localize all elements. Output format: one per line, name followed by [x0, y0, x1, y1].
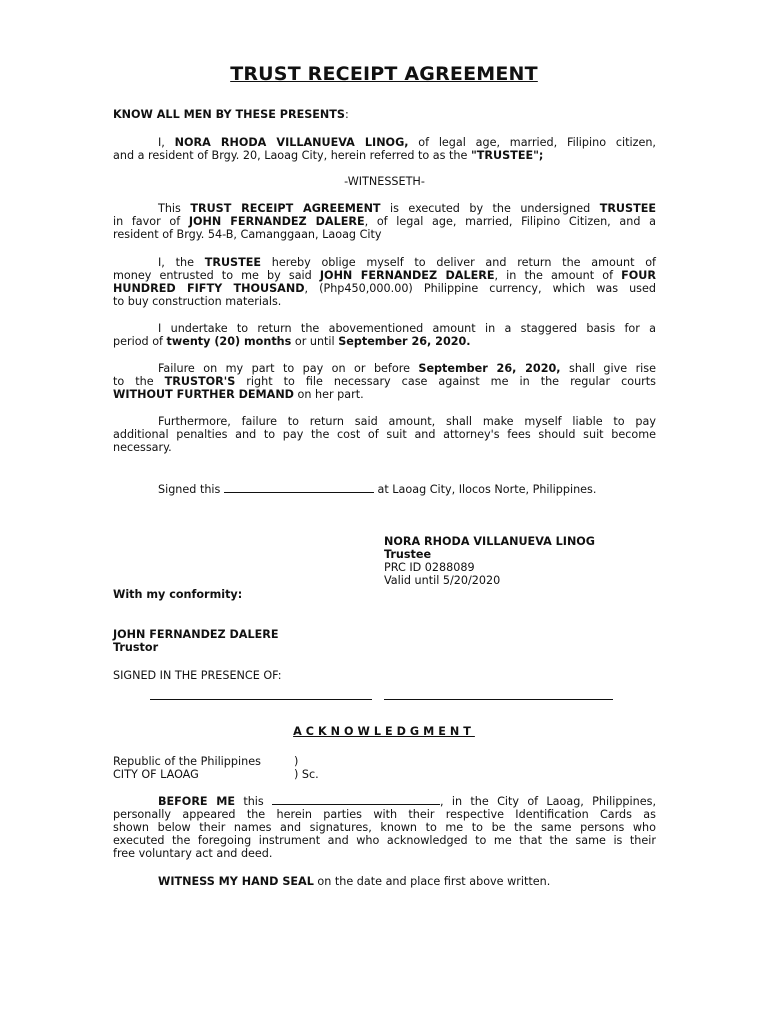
acknowledgment-heading: ACKNOWLEDGMENT [293, 725, 475, 738]
document-title: TRUST RECEIPT AGREEMENT [230, 63, 538, 85]
trustor-signature-block [113, 628, 279, 654]
paragraph-undertaking: I undertake to return the abovementioned amount in a staggered basis for a period of twenty (20) months or until September 26, 2020. [113, 322, 656, 348]
trustee-prc-id: PRC ID 0288089 [384, 561, 475, 574]
signature-date-blank [224, 482, 374, 493]
venue-block: Republic of the Philippines ) CITY OF LAOAG ) Sc. [113, 755, 319, 781]
paragraph-trustee-identity: I, NORA RHODA VILLANUEVA LINOG, of legal age, married, Filipino citizen, and a resident of Brgy. 20, Laoag City, herein referred to as the "TRUSTEE"; [113, 136, 656, 162]
intro-line: KNOW ALL MEN BY THESE PRESENTS: [113, 108, 349, 121]
paragraph-witness-seal: WITNESS MY HAND SEAL on the date and place first above written. [158, 875, 551, 888]
trustor-role: Trustor [113, 641, 159, 654]
acknowledgment-date-blank [272, 794, 440, 805]
signed-line: Signed this at Laoag City, Ilocos Norte, Philippines. [158, 483, 597, 496]
paragraph-failure: Failure on my part to pay on or before September 26, 2020, shall give rise to the TRUSTOR'S right to file necessary case against me in the regular courts WITHOUT FURTHER DEMAND on her part. [113, 362, 657, 401]
presence-heading: SIGNED IN THE PRESENCE OF: [113, 669, 282, 682]
paragraph-acknowledgment: BEFORE ME this , in the City of Laoag, Philippines, personally appeared the herein parties with their respective Identification Cards as shown below their names and signatures, known to me to be the same persons who executed the foregoing instrument and who acknowledged to me that the same is their free voluntary act and deed. [113, 795, 656, 860]
witnesseth-heading: -WITNESSETH- [344, 175, 425, 188]
intro-heading: KNOW ALL MEN BY THESE PRESENTS [113, 108, 345, 121]
trustor-name: JOHN FERNANDEZ DALERE [113, 628, 279, 641]
paragraph-penalties: Furthermore, failure to return said amount, shall make myself liable to pay additional penalties and to pay the cost of suit and attorney's fees should suit become necessary. [113, 415, 656, 454]
trustee-valid-until: Valid until 5/20/2020 [384, 574, 501, 587]
witness-signature-line-2 [384, 699, 613, 700]
trustee-signature-block [384, 535, 595, 587]
paragraph-agreement: This TRUST RECEIPT AGREEMENT is executed by the undersigned TRUSTEE in favor of JOHN FERNANDEZ DALERE, of legal age, married, Filipino Citizen, and a resident of Brgy. 54-B, Camanggaan, Laoag City [113, 202, 656, 241]
witness-signature-line-1 [150, 699, 372, 700]
trustee-role: Trustee [384, 548, 432, 561]
trustee-name: NORA RHODA VILLANUEVA LINOG [384, 535, 595, 548]
paragraph-obligation: I, the TRUSTEE hereby oblige myself to deliver and return the amount of money entrusted to me by said JOHN FERNANDEZ DALERE, in the amount of FOUR HUNDRED FIFTY THOUSAND, (Php450,000.00) Philippine currency, which was used to buy construction materials. [113, 256, 656, 308]
conformity-heading: With my conformity: [113, 588, 243, 601]
